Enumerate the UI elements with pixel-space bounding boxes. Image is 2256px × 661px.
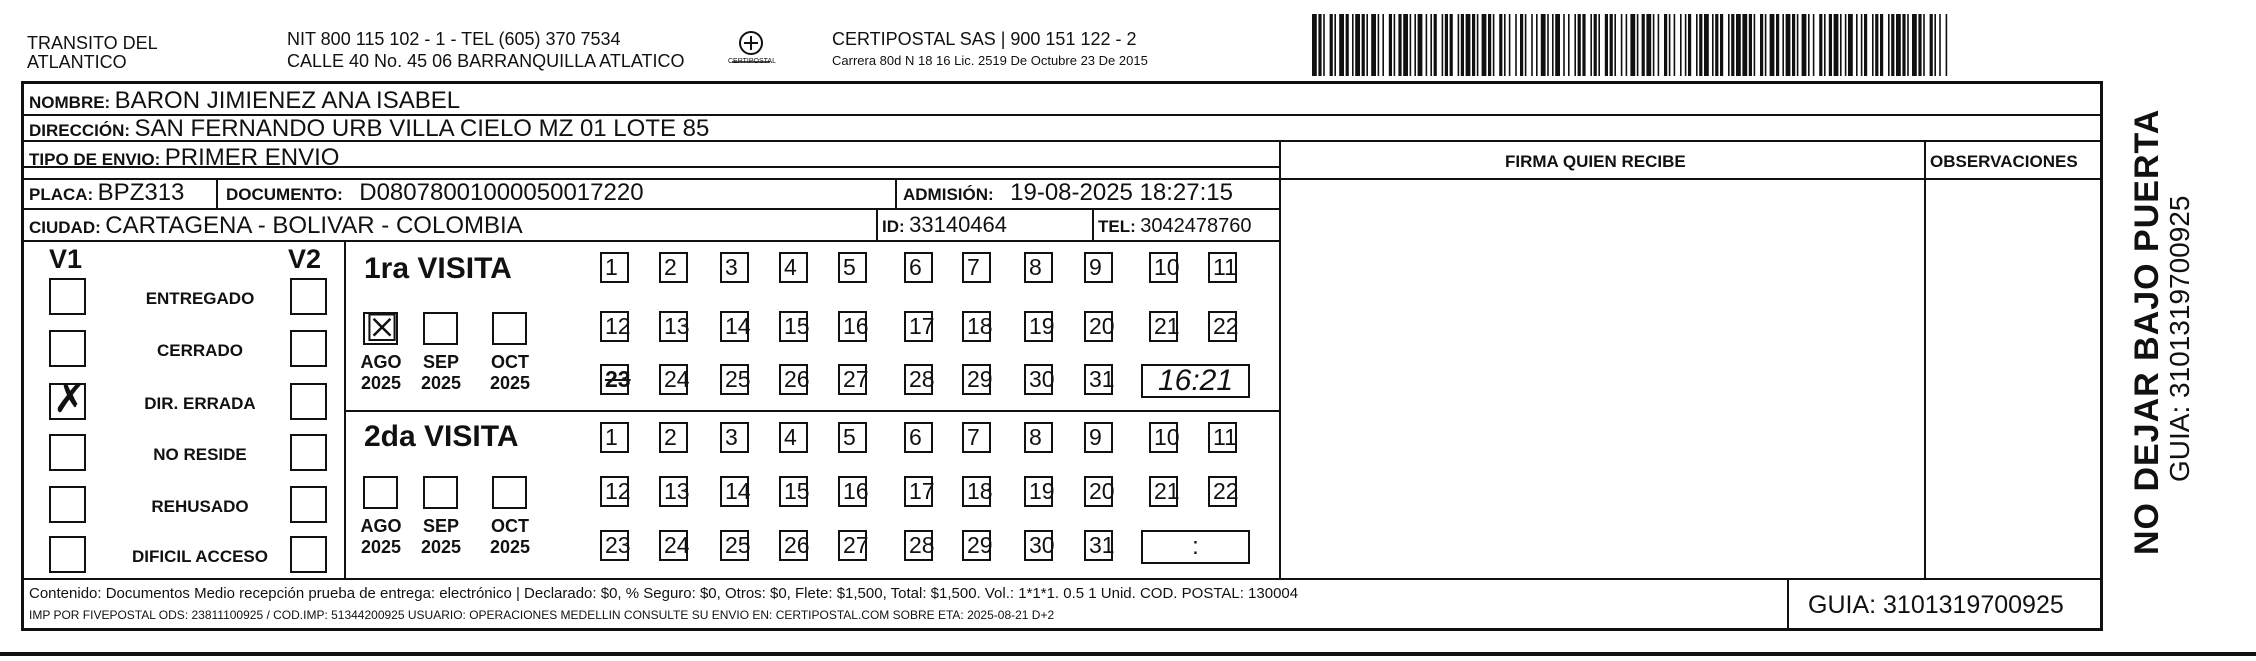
barcode-bar — [1930, 14, 1933, 76]
day-box[interactable]: 15 — [779, 476, 808, 507]
day-box[interactable]: 23 — [600, 364, 629, 395]
barcode-bar — [1712, 14, 1714, 76]
day-box[interactable]: 27 — [838, 364, 867, 395]
barcode-bar — [1621, 14, 1623, 76]
nombre-value: BARON JIMIENEZ ANA ISABEL — [114, 87, 461, 114]
month-year: 2025 — [360, 537, 402, 557]
barcode-bar — [1493, 14, 1495, 76]
v1-checkbox[interactable] — [49, 376, 87, 422]
v2-checkbox[interactable] — [290, 383, 327, 420]
barcode-bar — [1430, 14, 1432, 76]
barcode-bar — [1664, 14, 1667, 76]
barcode-bar — [1699, 14, 1702, 76]
day-box[interactable]: 11 — [1208, 422, 1237, 453]
day-box[interactable]: 17 — [904, 476, 933, 507]
barcode-bar — [1574, 14, 1576, 76]
day-box[interactable]: 1 — [600, 252, 629, 283]
barcode-bar — [1829, 14, 1832, 76]
day-box[interactable]: 13 — [659, 476, 688, 507]
barcode-bar — [1515, 14, 1517, 76]
barcode-bar — [1891, 14, 1894, 76]
second-visit-title: 2da VISITA — [364, 420, 519, 453]
barcode-bar — [1786, 14, 1791, 76]
day-box[interactable]: 21 — [1149, 311, 1178, 342]
month-label — [355, 352, 407, 394]
barcode-bar — [1646, 14, 1651, 76]
v2-checkbox[interactable] — [290, 330, 327, 367]
id-label: ID: — [882, 217, 905, 236]
barcode-bar — [1461, 14, 1464, 76]
sender-line-2: ATLANTICO — [27, 52, 127, 72]
barcode-bar — [1848, 14, 1853, 76]
month-label — [415, 516, 467, 558]
ciudad-row — [29, 214, 523, 238]
barcode-bar — [1520, 14, 1523, 76]
barcode-bar — [1918, 14, 1921, 76]
barcode-bar — [1531, 14, 1533, 76]
day-box[interactable]: 19 — [1024, 476, 1053, 507]
month-name: AGO — [360, 516, 402, 536]
day-box[interactable]: 5 — [838, 422, 867, 453]
day-box[interactable]: 24 — [659, 530, 688, 561]
barcode-bar — [1541, 14, 1546, 76]
barcode-bar — [1776, 14, 1779, 76]
day-box[interactable]: 4 — [779, 422, 808, 453]
barcode-bar — [1582, 14, 1585, 76]
barcode-bar — [1782, 14, 1784, 76]
barcode-bar — [1382, 14, 1384, 76]
day-box[interactable]: 31 — [1084, 530, 1113, 561]
day-box[interactable]: 27 — [838, 530, 867, 561]
status-label: NO RESIDE — [153, 445, 247, 464]
v2-checkbox[interactable] — [290, 486, 327, 523]
certipostal-logo — [728, 28, 774, 72]
documento-value: D08078001000050017220 — [359, 179, 644, 206]
day-box[interactable]: 6 — [904, 252, 933, 283]
sender-info-line-2: CALLE 40 No. 45 06 BARRANQUILLA ATLATICO — [287, 51, 685, 71]
barcode-bar — [1642, 14, 1645, 76]
barcode-bar — [1525, 14, 1527, 76]
v1-header: V1 — [49, 244, 83, 274]
barcode-bar — [1685, 14, 1687, 76]
barcode-bar — [1819, 14, 1822, 76]
day-box[interactable]: 5 — [838, 252, 867, 283]
ciudad-label: CIUDAD: — [29, 218, 101, 237]
barcode-bar — [1845, 14, 1847, 76]
courier-line-2: Carrera 80d N 18 16 Lic. 2519 De Octubre 23 De 2015 — [832, 53, 1148, 68]
barcode-bar — [1864, 14, 1867, 76]
check-mark-icon: ☒ — [365, 306, 400, 350]
month-year: 2025 — [360, 373, 402, 393]
first-visit-title: 1ra VISITA — [364, 252, 512, 285]
barcode-bar — [1674, 14, 1676, 76]
frame-left — [21, 81, 24, 631]
v2-checkbox[interactable] — [290, 536, 327, 573]
day-box[interactable]: 16 — [838, 311, 867, 342]
barcode-bar — [1339, 14, 1344, 76]
id-value: 33140464 — [909, 212, 1008, 237]
v2-header: V2 — [288, 244, 322, 274]
day-box[interactable]: 9 — [1084, 422, 1113, 453]
status-label: REHUSADO — [151, 497, 249, 516]
placa-label: PLACA: — [29, 185, 94, 204]
barcode-bar — [1749, 14, 1752, 76]
day-box[interactable]: 2 — [659, 422, 688, 453]
v1-checkbox[interactable] — [49, 278, 86, 315]
barcode-bar — [1458, 14, 1460, 76]
day-box[interactable]: 4 — [779, 252, 808, 283]
frame-bottom — [21, 628, 2103, 631]
cut-line — [0, 652, 2256, 656]
barcode-bar — [1398, 14, 1401, 76]
day-box[interactable]: 10 — [1149, 422, 1178, 453]
month-year: 2025 — [489, 373, 531, 393]
day-box[interactable]: 8 — [1024, 252, 1053, 283]
barcode-bar — [1856, 14, 1858, 76]
day-box[interactable]: 21 — [1149, 476, 1178, 507]
barcode-bar — [1472, 14, 1475, 76]
barcode-bar — [1808, 14, 1810, 76]
day-box[interactable]: 9 — [1084, 252, 1113, 283]
day-box[interactable]: 10 — [1149, 252, 1178, 283]
barcode-bar — [1760, 14, 1763, 76]
barcode-bar — [1389, 14, 1392, 76]
documento-label: DOCUMENTO: — [226, 185, 343, 204]
barcode-bar — [1426, 14, 1428, 76]
barcode-bar — [1477, 14, 1479, 76]
barcode-bar — [1418, 14, 1423, 76]
placa-row — [29, 181, 184, 205]
barcode-bar — [1403, 14, 1408, 76]
documento-row — [226, 181, 644, 205]
status-label: DIR. ERRADA — [144, 394, 256, 413]
barcode-bar — [1888, 14, 1890, 76]
barcode-bar — [1414, 14, 1416, 76]
day-box[interactable]: 30 — [1024, 530, 1053, 561]
day-box[interactable]: 8 — [1024, 422, 1053, 453]
barcode-bar — [1378, 14, 1380, 76]
barcode-bar — [1555, 14, 1560, 76]
footer-print-info: IMP POR FIVEPOSTAL ODS: 23811100925 / COD.IMP: 51344200925 USUARIO: OPERACIONES MEDELLIN CONSULTE SU ENVIO EN: CERTIPOSTAL.COM SOBRE ETA: 2025-08-21 D+2 — [29, 608, 1055, 622]
day-box[interactable]: 30 — [1024, 364, 1053, 395]
barcode-bar — [1715, 14, 1718, 76]
barcode-bar — [1552, 14, 1554, 76]
day-box[interactable]: 11 — [1208, 252, 1237, 283]
tipo-row — [29, 146, 339, 170]
month-year: 2025 — [420, 373, 462, 393]
barcode-bar — [1720, 14, 1723, 76]
barcode-bar — [1872, 14, 1874, 76]
barcode-bar — [1466, 14, 1471, 76]
barcode-bar — [1366, 14, 1368, 76]
barcode-bar — [1658, 14, 1660, 76]
v2-checkbox[interactable] — [290, 278, 327, 315]
barcode-bar — [1834, 14, 1839, 76]
barcode-bar — [1352, 14, 1354, 76]
month-label — [484, 352, 536, 394]
month-checkbox-sep[interactable] — [423, 312, 458, 345]
day-box[interactable]: 12 — [600, 476, 629, 507]
barcode-bar — [1346, 14, 1349, 76]
day-box[interactable]: 31 — [1084, 364, 1113, 395]
barcode-bar — [1318, 14, 1321, 76]
month-name: OCT — [491, 352, 529, 372]
barcode-bar — [1669, 14, 1671, 76]
day-box[interactable]: 28 — [904, 530, 933, 561]
barcode-bar — [1824, 14, 1826, 76]
footer-contents: Contenido: Documentos Medio recepción prueba de entrega: electrónico | Declarado: $0, % Seguro: $0, Otros: $0, Flete: $1,500, Total: $1,500. Vol.: 1*1*1. 0.5 1 Unid. COD. POSTAL: 130004 — [29, 585, 1299, 602]
barcode-bar — [1362, 14, 1365, 76]
tipo-label: TIPO DE ENVIO: — [29, 150, 161, 169]
barcode-bar — [1797, 14, 1799, 76]
barcode-bar — [1680, 14, 1682, 76]
barcode-bar — [1482, 14, 1487, 76]
day-box[interactable]: 3 — [720, 252, 749, 283]
v1-checkbox[interactable] — [49, 330, 86, 367]
tel-label: TEL: — [1098, 217, 1136, 236]
barcode-bar — [1704, 14, 1709, 76]
id-row — [882, 214, 1007, 236]
barcode-bar — [1323, 14, 1325, 76]
month-checkbox-oct[interactable] — [492, 476, 527, 509]
barcode-bar — [1875, 14, 1878, 76]
status-label: ENTREGADO — [145, 289, 255, 308]
barcode-bar — [1728, 14, 1730, 76]
side-warning: NO DEJAR BAJO PUERTA — [2128, 108, 2166, 555]
barcode-bar — [1578, 14, 1581, 76]
barcode-bar — [1939, 14, 1941, 76]
day-box[interactable]: 7 — [962, 252, 991, 283]
barcode-bar — [1840, 14, 1842, 76]
month-checkbox-ago[interactable] — [363, 476, 398, 509]
barcode-bar — [1770, 14, 1775, 76]
day-box[interactable]: 18 — [962, 311, 991, 342]
frame-top — [21, 81, 2103, 84]
day-box[interactable]: 3 — [720, 422, 749, 453]
month-name: AGO — [360, 352, 402, 372]
barcode-bar — [1488, 14, 1491, 76]
ciudad-value: CARTAGENA - BOLIVAR - COLOMBIA — [105, 212, 523, 239]
day-box[interactable]: 6 — [904, 422, 933, 453]
frame-right — [2100, 81, 2103, 631]
tipo-value: PRIMER ENVIO — [164, 144, 340, 171]
month-name: OCT — [491, 516, 529, 536]
barcode-bar — [1696, 14, 1698, 76]
barcode-bar — [1861, 14, 1863, 76]
barcode-bar — [1813, 14, 1815, 76]
direccion-label: DIRECCIÓN: — [29, 121, 131, 140]
firma-header: FIRMA QUIEN RECIBE — [1505, 152, 1686, 171]
day-box[interactable]: 24 — [659, 364, 688, 395]
barcode-bar — [1330, 14, 1333, 76]
barcode-bar — [1880, 14, 1883, 76]
day-box[interactable]: 26 — [779, 530, 808, 561]
barcode-bar — [1731, 14, 1734, 76]
barcode-bar — [1394, 14, 1396, 76]
barcode-bar — [1445, 14, 1448, 76]
day-box[interactable]: 26 — [779, 364, 808, 395]
barcode-bar — [1688, 14, 1691, 76]
barcode-bar — [1594, 14, 1597, 76]
status-label: CERRADO — [157, 341, 243, 360]
month-name: SEP — [422, 352, 460, 372]
placa-value: BPZ313 — [97, 179, 185, 206]
day-box[interactable]: 14 — [720, 311, 749, 342]
v2-checkbox[interactable] — [290, 434, 327, 471]
day-box[interactable]: 18 — [962, 476, 991, 507]
footer-guia: GUIA: 3101319700925 — [1808, 591, 2064, 619]
day-box[interactable]: 20 — [1084, 311, 1113, 342]
observaciones-header: OBSERVACIONES — [1930, 152, 2078, 171]
v1-checkbox[interactable] — [49, 486, 86, 523]
barcode-bar — [1934, 14, 1936, 76]
barcode-bar — [1637, 14, 1639, 76]
barcode-bar — [1598, 14, 1600, 76]
barcode-bar — [1923, 14, 1925, 76]
barcode-bar — [1653, 14, 1655, 76]
admision-label: ADMISIÓN: — [903, 185, 994, 204]
barcode-bar — [1907, 14, 1909, 76]
v1-checkbox[interactable] — [49, 536, 86, 573]
day-box[interactable]: 22 — [1208, 311, 1237, 342]
barcode-bar — [1509, 14, 1511, 76]
barcode-bar — [1742, 14, 1747, 76]
admision-row — [903, 181, 1233, 205]
barcode-bar — [1590, 14, 1592, 76]
day-box[interactable]: 25 — [720, 530, 749, 561]
sender-info-line-1: NIT 800 115 102 - 1 - TEL (605) 370 7534 — [287, 29, 621, 49]
barcode-bar — [1736, 14, 1741, 76]
month-label — [484, 516, 536, 558]
first-visit-time[interactable]: 16:21 — [1141, 364, 1250, 398]
day-box[interactable]: 25 — [720, 364, 749, 395]
day-box[interactable]: 16 — [838, 476, 867, 507]
day-box[interactable]: 7 — [962, 422, 991, 453]
barcode-bar — [1371, 14, 1376, 76]
barcode-bar — [1536, 14, 1538, 76]
second-visit-time[interactable]: : — [1141, 530, 1250, 564]
month-name: SEP — [422, 516, 460, 536]
admision-value: 19-08-2025 18:27:15 — [1010, 179, 1233, 206]
day-box[interactable]: 22 — [1208, 476, 1237, 507]
barcode-bar — [1563, 14, 1565, 76]
barcode — [1312, 14, 1948, 76]
day-box[interactable]: 28 — [904, 364, 933, 395]
day-box[interactable]: 23 — [600, 530, 629, 561]
barcode-bar — [1946, 14, 1948, 76]
barcode-bar — [1792, 14, 1795, 76]
barcode-bar — [1450, 14, 1453, 76]
barcode-bar — [1765, 14, 1767, 76]
v1-checkbox[interactable] — [49, 434, 86, 471]
barcode-bar — [1499, 14, 1502, 76]
barcode-bar — [1504, 14, 1506, 76]
barcode-bar — [1312, 14, 1317, 76]
day-box[interactable]: 19 — [1024, 311, 1053, 342]
tel-value: 3042478760 — [1140, 215, 1252, 237]
barcode-bar — [1334, 14, 1336, 76]
barcode-bar — [1802, 14, 1807, 76]
day-box[interactable]: 29 — [962, 364, 991, 395]
barcode-bar — [1434, 14, 1437, 76]
month-year: 2025 — [420, 537, 462, 557]
day-box[interactable]: 13 — [659, 311, 688, 342]
day-box[interactable]: 20 — [1084, 476, 1113, 507]
barcode-bar — [1912, 14, 1917, 76]
month-year: 2025 — [489, 537, 531, 557]
month-label — [415, 352, 467, 394]
barcode-bar — [1626, 14, 1628, 76]
day-box[interactable]: 1 — [600, 422, 629, 453]
month-label — [355, 516, 407, 558]
nombre-row — [29, 89, 460, 113]
day-box[interactable]: 15 — [779, 311, 808, 342]
day-box[interactable]: 17 — [904, 311, 933, 342]
direccion-value: SAN FERNANDO URB VILLA CIELO MZ 01 LOTE 85 — [134, 115, 710, 142]
month-checkbox-sep[interactable] — [423, 476, 458, 509]
barcode-bar — [1442, 14, 1444, 76]
sender-line-1: TRANSITO DEL — [27, 33, 158, 53]
status-label: DIFICIL ACCESO — [131, 547, 268, 566]
month-checkbox-oct[interactable] — [492, 312, 527, 345]
barcode-bar — [1896, 14, 1901, 76]
tel-row — [1098, 216, 1251, 236]
courier-line-1: CERTIPOSTAL SAS | 900 151 122 - 2 — [832, 29, 1137, 49]
day-box[interactable]: 2 — [659, 252, 688, 283]
day-box[interactable]: 12 — [600, 311, 629, 342]
barcode-bar — [1610, 14, 1613, 76]
barcode-bar — [1614, 14, 1616, 76]
barcode-bar — [1605, 14, 1608, 76]
day-box[interactable]: 29 — [962, 530, 991, 561]
check-mark-icon: ✗ — [53, 376, 87, 422]
direccion-row — [29, 117, 709, 141]
barcode-bar — [1754, 14, 1756, 76]
logo-text: CERTIPOSTAL — [728, 58, 776, 65]
barcode-bar — [1630, 14, 1635, 76]
nombre-label: NOMBRE: — [29, 93, 111, 112]
barcode-bar — [1568, 14, 1570, 76]
barcode-bar — [1410, 14, 1412, 76]
side-guia: GUIA: 3101319700925 — [2164, 195, 2195, 482]
barcode-bar — [1355, 14, 1360, 76]
month-checkbox-ago[interactable] — [363, 306, 400, 350]
barcode-bar — [1902, 14, 1905, 76]
day-box[interactable]: 14 — [720, 476, 749, 507]
barcode-bar — [1547, 14, 1549, 76]
